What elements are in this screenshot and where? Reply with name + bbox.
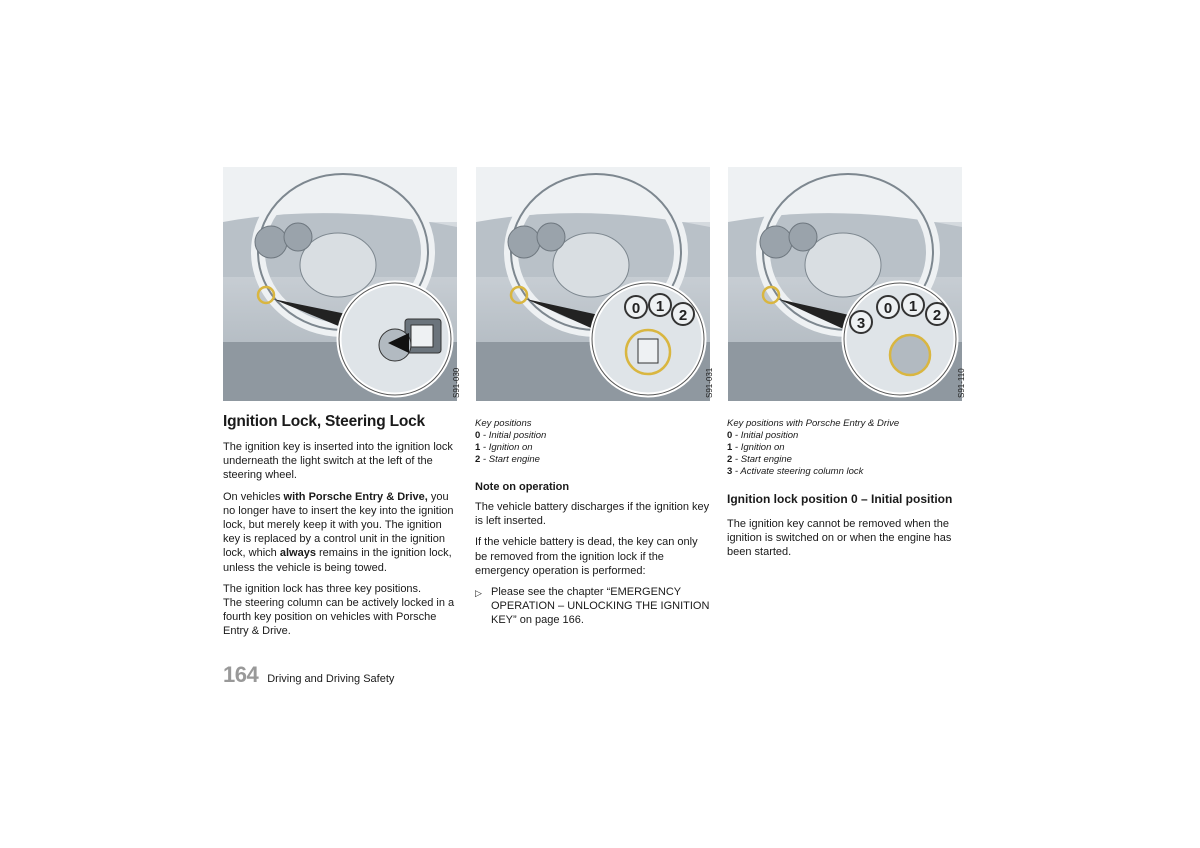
- key-position-label-0: 0: [631, 300, 641, 317]
- page-number: 164: [223, 662, 259, 687]
- figure-key-positions: [476, 167, 710, 401]
- text-run: The ignition lock has three key positions.: [223, 582, 422, 595]
- caption-item: 3 - Activate steering column lock: [727, 466, 864, 477]
- caption-title: Key positions with Porsche Entry & Drive: [727, 418, 900, 429]
- section-heading: Ignition lock position 0 – Initial position: [727, 492, 953, 506]
- paragraph: The ignition key is inserted into the ignition lock underneath the light switch at the left of the steering wheel.: [223, 441, 453, 482]
- instruction-text: Please see the chapter “EMERGENCY OPERATION – UNLOCKING THE IGNITION KEY” on page 166.: [491, 586, 710, 627]
- figure-caption: [475, 418, 711, 466]
- figure-code: S91-110: [957, 368, 966, 398]
- page-footer: [223, 662, 394, 688]
- bold-run: always: [279, 547, 316, 560]
- ignition-key-positions-illustration: [476, 167, 710, 401]
- key-position-label-3: 3: [856, 315, 866, 332]
- paragraph-key-positions: [223, 582, 459, 639]
- figure-entry-drive-positions: [728, 167, 962, 401]
- key-position-label-0: 0: [883, 300, 893, 317]
- figure-caption: [727, 418, 963, 478]
- instruction-item: [475, 585, 711, 628]
- caption-item: 2 - Start engine: [727, 454, 792, 465]
- bold-run: with Porsche Entry & Drive,: [283, 490, 428, 503]
- caption-item: 1 - Ignition on: [727, 442, 785, 453]
- paragraph: The vehicle battery discharges if the ignition key is left inserted.: [475, 501, 710, 528]
- section-title: Driving and Driving Safety: [267, 673, 395, 685]
- page-heading: Ignition Lock, Steering Lock: [223, 413, 425, 430]
- caption-item: 2 - Start engine: [475, 454, 540, 465]
- figure-ignition-key-insert: [223, 167, 457, 401]
- key-position-label-2: 2: [678, 307, 688, 324]
- triangle-bullet-icon: ▷: [475, 588, 482, 599]
- paragraph: If the vehicle battery is dead, the key can only be removed from the ignition lock if the emergency operation is performed:: [475, 536, 698, 577]
- paragraph: The ignition key cannot be removed when the ignition is switched on or when the engine has been started.: [727, 518, 952, 559]
- text-run: remains in the ignition lock, unless the vehicle is being towed.: [223, 547, 452, 574]
- caption-title: Key positions: [475, 418, 532, 429]
- caption-item: 1 - Ignition on: [475, 442, 533, 453]
- key-position-label-2: 2: [932, 307, 942, 324]
- middle-column: [475, 418, 711, 628]
- note-heading: Note on operation: [475, 481, 570, 493]
- entry-drive-positions-illustration: [728, 167, 962, 401]
- caption-item: 0 - Initial position: [727, 430, 799, 441]
- paragraph-entry-drive: [223, 490, 459, 575]
- text-run: On vehicles: [223, 490, 284, 503]
- figure-code: S91-030: [452, 367, 461, 398]
- key-position-label-1: 1: [908, 298, 918, 315]
- caption-item: 0 - Initial position: [475, 430, 547, 441]
- text-run: The steering column can be actively locked in a fourth key position on vehicles with Porsche Entry & Drive.: [223, 597, 455, 638]
- ignition-key-insert-illustration: [223, 167, 457, 401]
- left-column: [223, 413, 459, 639]
- right-column: [727, 418, 963, 567]
- text-run: you no longer have to insert the key into the ignition lock, but merely keep it with you. The ignition key is replaced by a control unit in the ignition lock, which: [223, 490, 454, 560]
- figure-code: S91-031: [705, 367, 714, 398]
- key-position-label-1: 1: [655, 298, 665, 315]
